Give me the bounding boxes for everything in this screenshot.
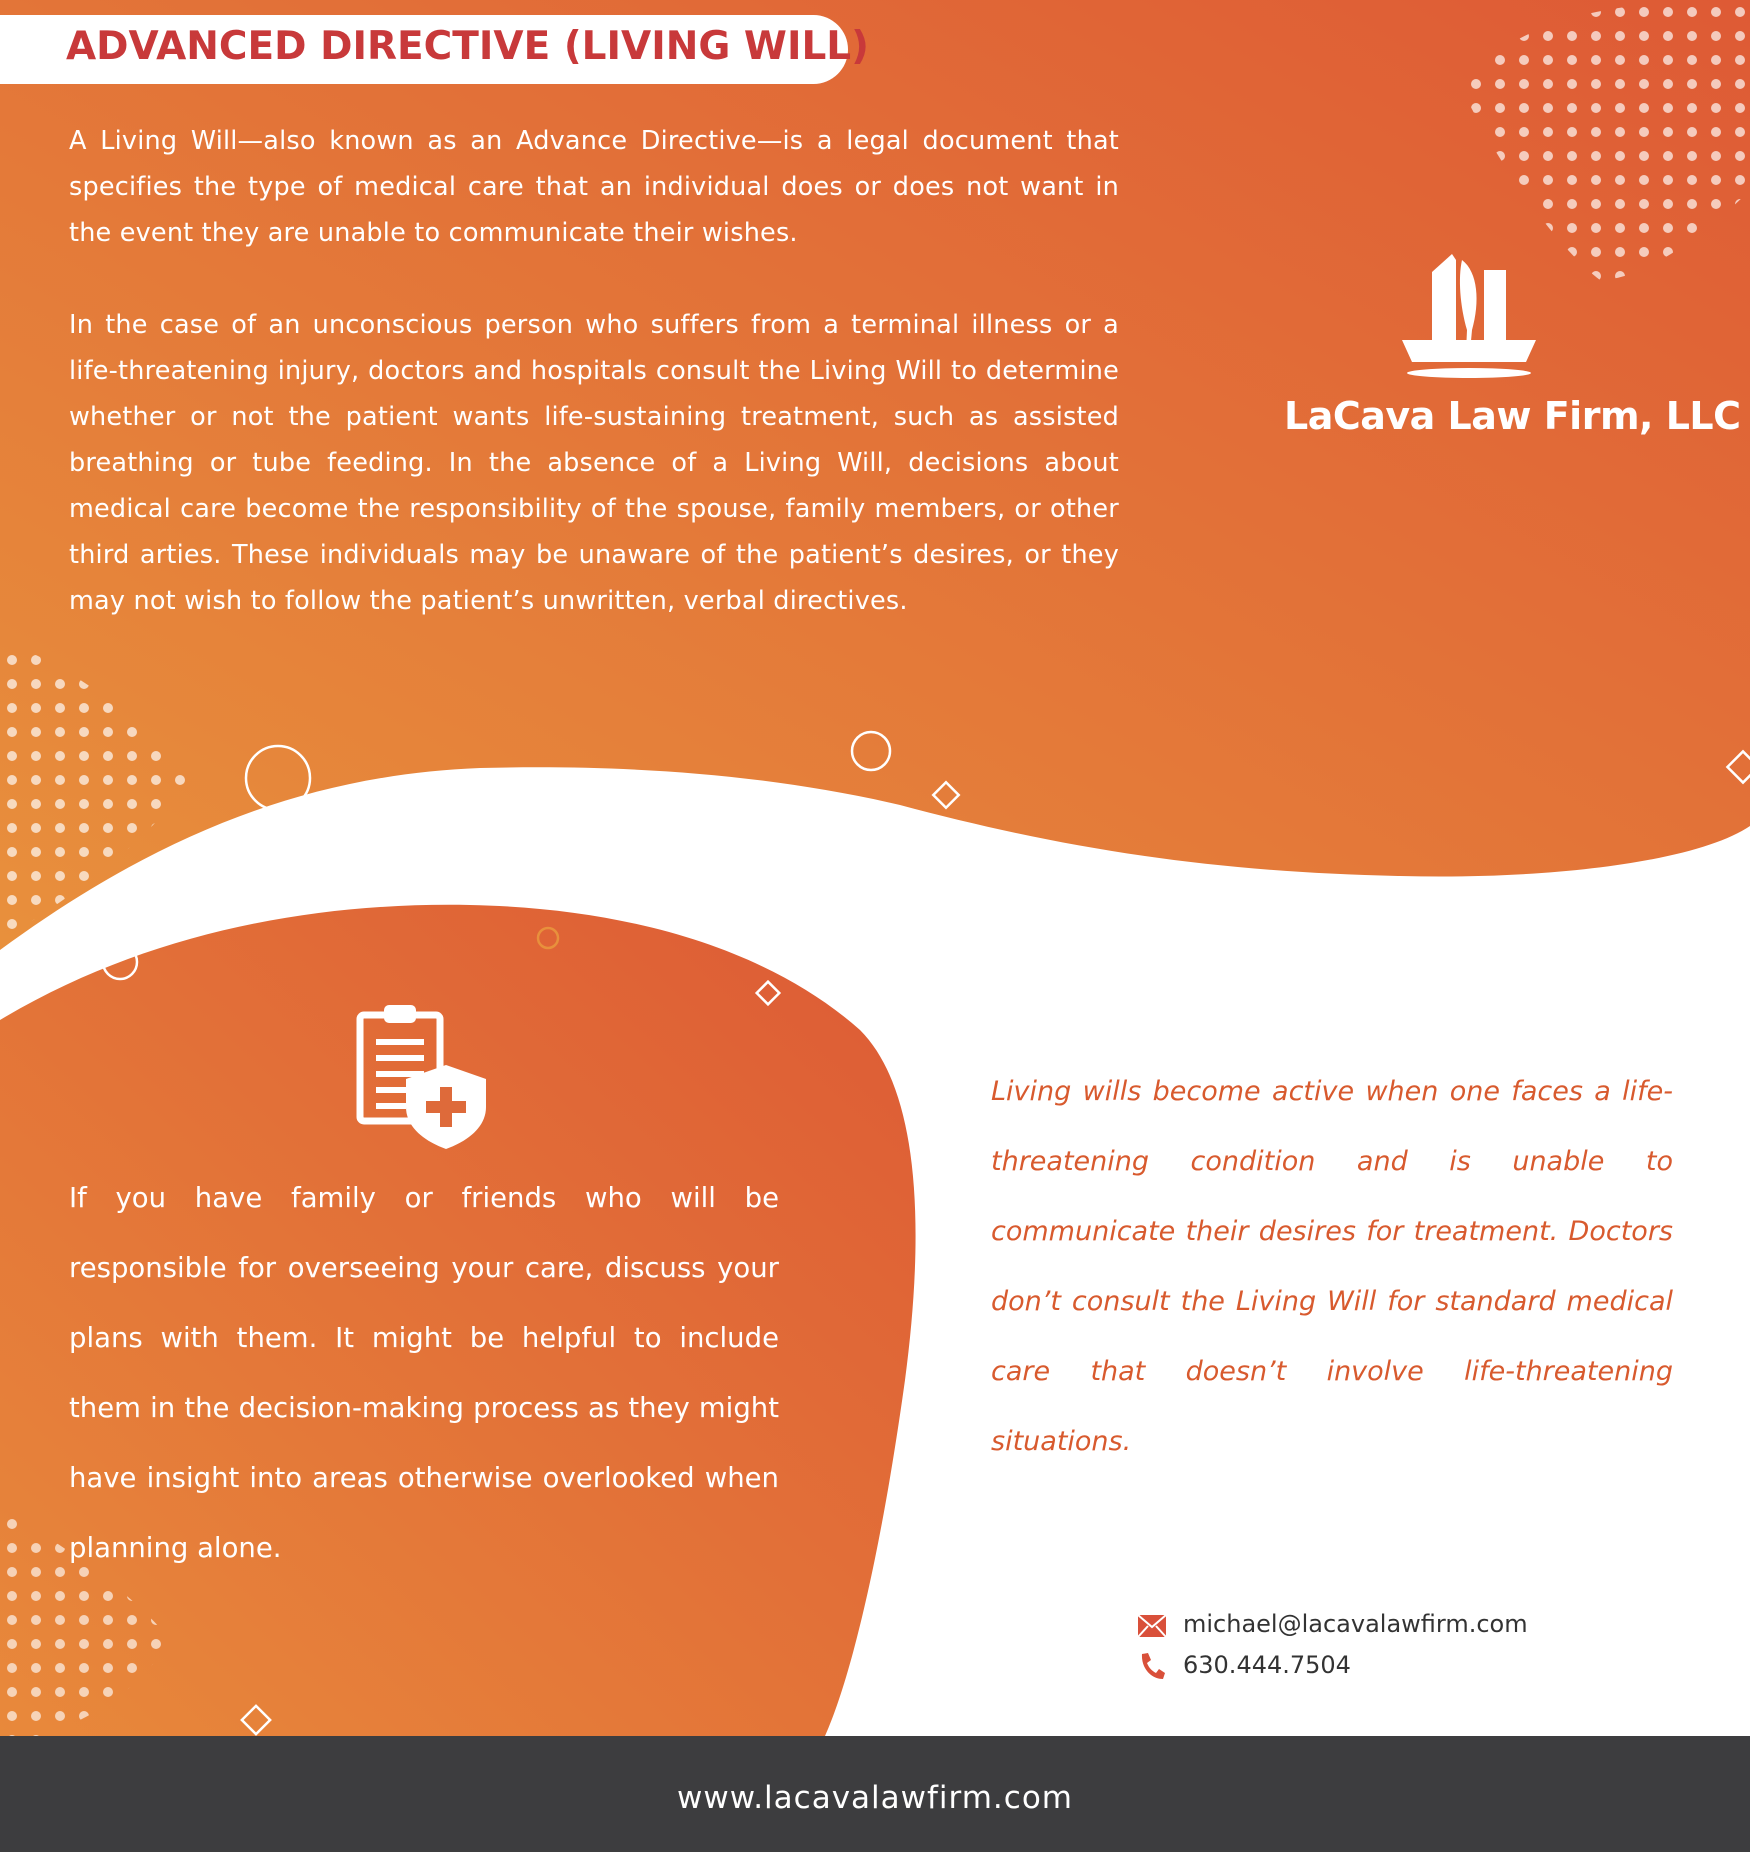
contact-phone[interactable]: 630.444.7504: [1183, 1651, 1351, 1679]
highlight-quote: Living wills become active when one faces a life-threatening condition and is unable to communicate their desires for treatment. Doctors don’t consult the Living Will for standard medical care that doesn’t involve life-threatening situations.: [991, 1076, 1673, 1457]
envelope-icon: [1137, 1614, 1167, 1638]
intro-paragraph-1: A Living Will—also known as an Advance Directive—is a legal document that specifies the type of medical care that an individual does or does not want in the event they are unable to communicate their wishes.: [69, 126, 1119, 248]
intro-paragraph-2: In the case of an unconscious person who suffers from a terminal illness or a life-threatening injury, doctors and hospitals consult the Living Will to determine whether or not the patient wants life-sustaining treatment, such as assisted breathing or tube feeding. In the absence of a Living Will, decisions about medical care become the responsibility of the spouse, family members, or other third arties. These individuals may be unaware of the patient’s desires, or they may not wish to follow the patient’s unwritten, verbal directives.: [69, 310, 1119, 616]
phone-icon: [1139, 1652, 1165, 1680]
footer-website-link[interactable]: www.lacavalawfirm.com: [676, 1780, 1073, 1816]
clipboard-shield-icon: [356, 1003, 490, 1149]
quill-pillar-logo-icon: [1402, 250, 1536, 380]
contact-email[interactable]: michael@lacavalawfirm.com: [1183, 1610, 1528, 1638]
firm-name: LaCava Law Firm, LLC: [1284, 394, 1741, 438]
family-paragraph: If you have family or friends who will be responsible for overseeing your care, discuss your plans with them. It might be helpful to include them in the decision-making process as they might have insight into areas otherwise overlooked when planning alone.: [69, 1182, 779, 1564]
page-title: ADVANCED DIRECTIVE (LIVING WILL): [66, 24, 869, 69]
